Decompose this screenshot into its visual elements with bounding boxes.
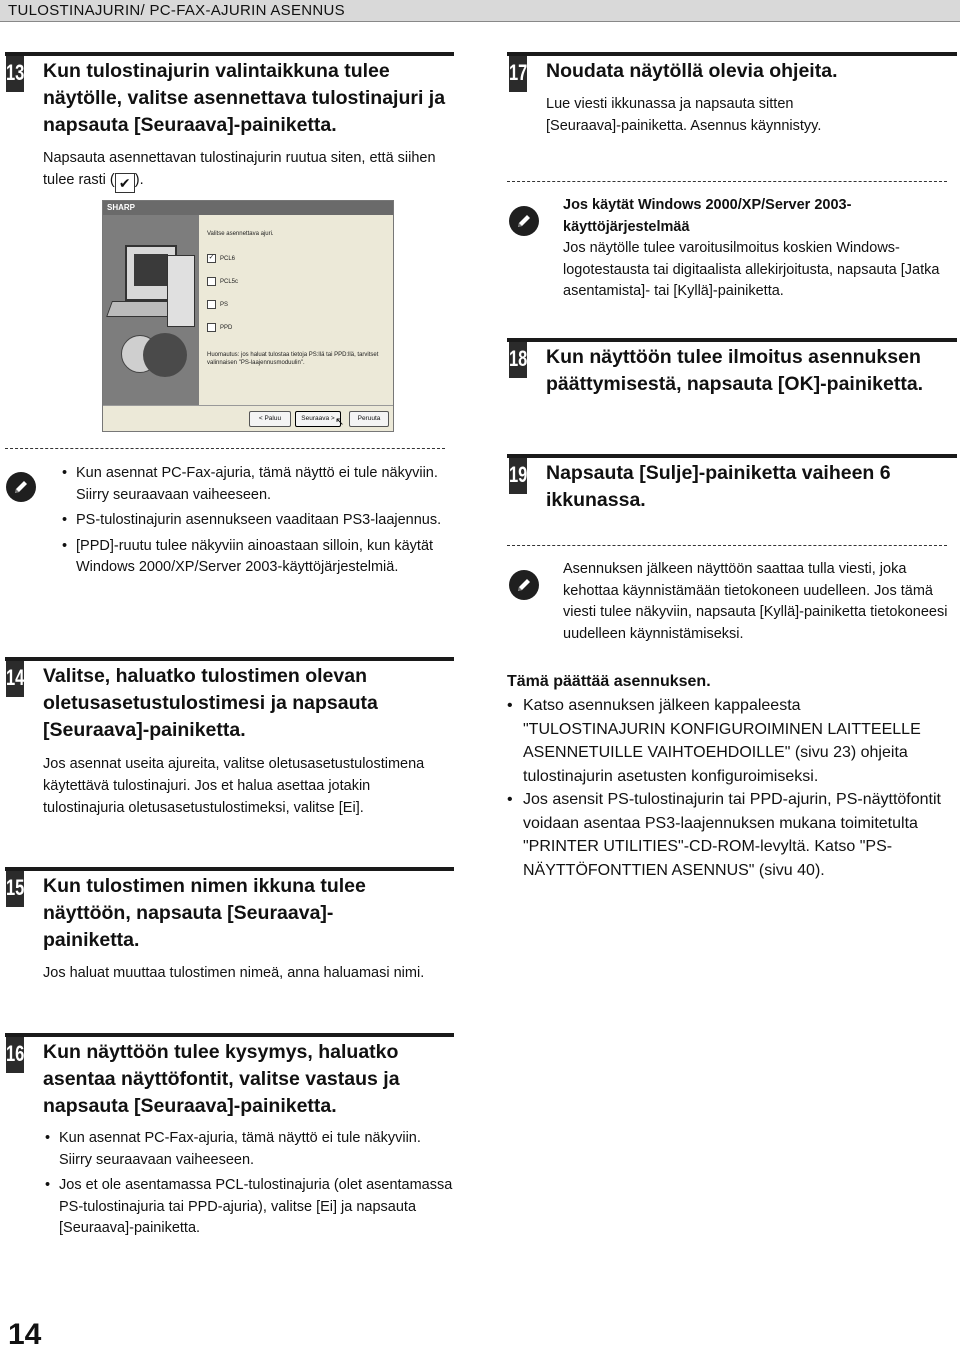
step-14-number: 14: [6, 661, 24, 697]
step-18-number: 18: [509, 342, 527, 378]
step-16-list: [43, 1128, 453, 1244]
dialog-divider: [103, 405, 393, 406]
step-18-rule: [507, 338, 957, 342]
option-ps[interactable]: [207, 293, 389, 316]
step-13-title: Kun tulostinajurin valintaikkuna tulee näytölle, valitse asennettava tulostinajuri ja napsauta [Seuraava]-painiketta.: [43, 60, 446, 136]
note-17-heading: Jos käytät Windows 2000/XP/Server 2003-käyttöjärjestelmää: [563, 197, 852, 235]
step-19-title: Napsauta [Sulje]-painiketta vaiheen 6 ikkunassa.: [546, 462, 891, 511]
note-17-divider: [507, 181, 947, 182]
list-item: • Katso asennuksen jälkeen kappaleesta "TULOSTINAJURIN KONFIGUROIMINEN LAITTEELLE ASENNETUILLE VAIHTOEHDOILLE" (sivu 23) ohjeita tulostinajurin asetusten konfiguroimiseksi.: [505, 694, 945, 788]
step-13-body: [43, 147, 453, 193]
note-17: [563, 195, 948, 303]
step-16-title: Kun näyttöön tulee kysymys, haluatko asentaa näyttöfontit, valitse vastaus ja napsauta [Seuraava]-painiketta.: [43, 1041, 400, 1117]
option-pcl6[interactable]: [207, 247, 389, 270]
checkmark-icon: ✔: [115, 173, 135, 193]
tower-icon: [167, 255, 195, 327]
note-13-divider: [5, 448, 445, 449]
option-label: PCL6: [220, 255, 236, 262]
step-14-title: Valitse, haluatko tulostimen olevan oletusasetustulostimesi ja napsauta [Seuraava]-painiketta.: [43, 665, 378, 741]
driver-selection-dialog: [102, 200, 394, 432]
step-15-rule: [5, 867, 454, 871]
step-14-body: Jos asennat useita ajureita, valitse oletusasetustulostimena käytettävä tulostinajuri. Jos et halua asettaa jotakin tulostinajuria oletusasetustulostimeksi, valitse [Ei].: [43, 756, 425, 816]
note-13-list: [60, 463, 445, 583]
cancel-button[interactable]: Peruuta: [349, 411, 389, 427]
dialog-panel: [201, 219, 389, 367]
globe-icon: [143, 333, 187, 377]
dialog-note: Huomautus: jos haluat tulostaa tietoja PS:llä tai PPD:llä, tarvitset valinnaisen "PS-laajennusmoduulin".: [207, 352, 379, 366]
dialog-title: SHARP: [103, 201, 393, 215]
pencil-note-icon: [509, 206, 539, 236]
option-label: PCL5c: [220, 278, 239, 285]
page-number: 14: [8, 1318, 42, 1351]
step-15-body: Jos haluat muuttaa tulostimen nimeä, anna haluamasi nimi.: [43, 965, 425, 981]
list-item: • Jos et ole asentamassa PCL-tulostinajuria (olet asentamassa PS-tulostinajuria tai PPD-ajuria), valitse [Ei] ja napsauta [Seuraava]-painiketta.: [43, 1175, 453, 1240]
checkbox-checked[interactable]: ✓: [208, 254, 215, 261]
option-label: PS: [220, 301, 229, 308]
step-19-number: 19: [509, 458, 527, 494]
note-19-body: Asennuksen jälkeen näyttöön saattaa tulla viesti, joka kehottaa käynnistämään tietokoneen uudelleen. Jos tämä viesti tulee näkyviin, napsauta [Kyllä]-painiketta tietokoneesi uudelleen käynnistämiseksi.: [563, 561, 948, 642]
checkbox[interactable]: [207, 277, 216, 286]
computer-illustration: [103, 215, 199, 405]
step-16-rule: [5, 1033, 454, 1037]
option-ppd[interactable]: [207, 316, 389, 339]
step-13-rule: [5, 52, 454, 56]
step-13-body-end: ).: [134, 172, 144, 188]
pencil-note-icon: [509, 570, 539, 600]
back-button[interactable]: < Paluu: [249, 411, 291, 427]
list-item: • Kun asennat PC-Fax-ajuria, tämä näyttö ei tule näkyviin. Siirry seuraavaan vaiheeseen.: [60, 463, 445, 506]
list-item: • Jos asensit PS-tulostinajurin tai PPD-ajurin, PS-näyttöfontit voidaan asentaa PS3-laajennuksen mukana toimitetulta "PRINTER UTILITIES"-CD-ROM-levyltä. Katso "PS-NÄYTTÖFONTTIEN ASENNUS" (sivu 40).: [505, 788, 945, 882]
option-label: PPD: [220, 324, 233, 331]
step-17-number: 17: [509, 56, 527, 92]
ending-list: [505, 694, 945, 882]
step-17-title: Noudata näytöllä olevia ohjeita.: [546, 60, 838, 82]
next-button[interactable]: Seuraava >: [295, 411, 341, 427]
step-14-rule: [5, 657, 454, 661]
step-15-number: 15: [6, 871, 24, 907]
note-19-divider: [507, 545, 947, 546]
checkbox[interactable]: [207, 300, 216, 309]
ending-heading: Tämä päättää asennuksen.: [507, 673, 711, 690]
list-item: • [PPD]-ruutu tulee näkyviin ainoastaan silloin, kun käytät Windows 2000/XP/Server 2003-käyttöjärjestelmiä.: [60, 536, 445, 579]
list-item: • PS-tulostinajurin asennukseen vaaditaan PS3-laajennus.: [60, 510, 445, 532]
step-15-title: Kun tulostimen nimen ikkuna tulee näyttöön, napsauta [Seuraava]-painiketta.: [43, 875, 366, 951]
cursor-icon: ↖: [335, 416, 345, 428]
pencil-note-icon: [6, 472, 36, 502]
step-18-title: Kun näyttöön tulee ilmoitus asennuksen päättymisestä, napsauta [OK]-painiketta.: [546, 346, 924, 395]
step-17-body: Lue viesti ikkunassa ja napsauta sitten [Seuraava]-painiketta. Asennus käynnistyy.: [546, 96, 822, 134]
step-19-rule: [507, 454, 957, 458]
step-13-body-text: Napsauta asennettavan tulostinajurin ruutua siten, että siihen tulee rasti (: [43, 150, 436, 188]
step-16-number: 16: [6, 1037, 24, 1073]
page-header: TULOSTINAJURIN/ PC-FAX-AJURIN ASENNUS: [0, 0, 960, 22]
step-17-rule: [507, 52, 957, 56]
note-17-body: Jos näytölle tulee varoitusilmoitus koskien Windows-logotestausta tai digitaalista allekirjoitusta, napsauta [Jatka asentamista]- tai [Kyllä]-painiketta.: [563, 240, 940, 299]
dialog-prompt: Valitse asennettava ajuri.: [207, 231, 274, 237]
option-pcl5c[interactable]: [207, 270, 389, 293]
checkbox[interactable]: [207, 323, 216, 332]
list-item: • Kun asennat PC-Fax-ajuria, tämä näyttö ei tule näkyviin. Siirry seuraavaan vaiheeseen.: [43, 1128, 453, 1171]
step-13-number: 13: [6, 56, 24, 92]
